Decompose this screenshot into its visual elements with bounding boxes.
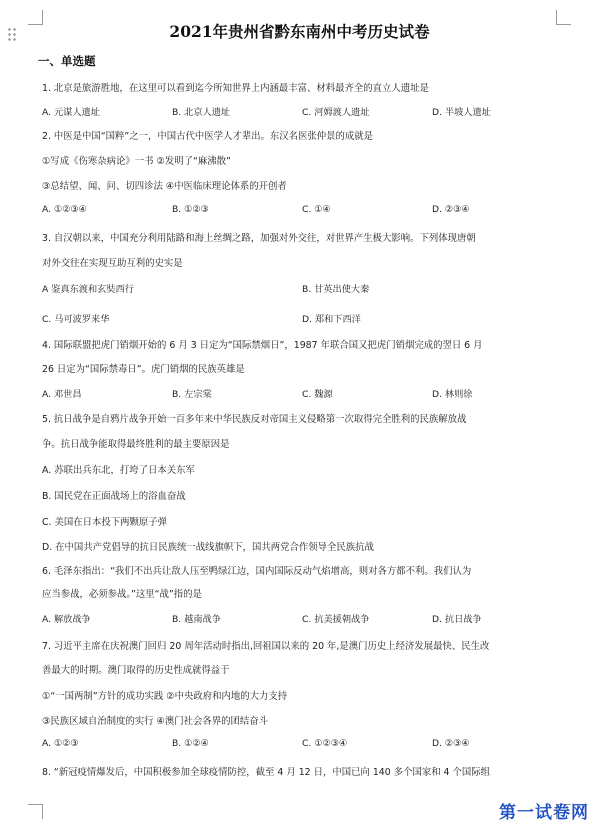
question-7-stem: 7. 习近平主席在庆祝澳门回归 20 周年活动时指出,回祖国以来的 20 年,是澳门历史上经济发展最快、民生改 (42, 641, 490, 652)
question-7-line-3: ①“一国两制”方针的成功实践 ②中央政府和内地的大力支持 (42, 691, 288, 702)
question-5-stem: 5. 抗日战争是自鸦片战争开始一百多年来中华民族反对帝国主义侵略第一次取得完全胜利的民族解放战 (42, 414, 467, 425)
question-7-line-2: 善最大的时期。澳门取得的历史性成就得益于 (42, 665, 230, 676)
question-1-option-b: B. 北京人遗址 (172, 107, 231, 118)
question-3-stem: 3. 自汉朝以来，中国充分利用陆路和海上丝绸之路，加强对外交往，对世界产生极大影响。下列体现唐朝 (42, 233, 476, 244)
question-6-option-d: D. 抗日战争 (432, 614, 482, 625)
question-7-line-4: ③民族区域自治制度的实行 ④澳门社会各界的团结奋斗 (42, 716, 269, 727)
page-title: 2021年贵州省黔东南州中考历史试卷 (169, 22, 430, 41)
question-1-option-d: D. 半坡人遗址 (432, 107, 491, 118)
question-5-option-a: A. 苏联出兵东北，打垮了日本关东军 (42, 465, 195, 476)
question-1-option-c: C. 河姆渡人遗址 (302, 107, 370, 118)
question-3-option-a: A 鉴真东渡和玄奘西行 (42, 284, 134, 295)
question-2-line-3: ③总结望、闻、问、切四诊法 ④中医临床理论体系的开创者 (42, 181, 287, 192)
question-2-option-b: B. ①②③ (172, 204, 209, 215)
question-3-option-c: C. 马可波罗来华 (42, 314, 110, 325)
question-4-option-b: B. 左宗棠 (172, 389, 212, 400)
question-3-line-2: 对外交往在实现互助互利的史实是 (42, 258, 183, 269)
question-7-option-a: A. ①②③ (42, 738, 79, 749)
question-1-stem: 1. 北京是旅游胜地，在这里可以看到迄今所知世界上内涵最丰富、材料最齐全的直立人遗址是 (42, 83, 429, 94)
section-heading: 一、单选题 (38, 54, 96, 68)
question-4-option-a: A. 邓世昌 (42, 389, 82, 400)
question-7-option-b: B. ①②④ (172, 738, 209, 749)
question-2-option-a: A. ①②③④ (42, 204, 87, 215)
crop-mark-bottom-left (28, 804, 43, 819)
question-4-option-d: D. 林则徐 (432, 389, 473, 400)
question-2-option-d: D. ②③④ (432, 204, 470, 215)
question-7-option-c: C. ①②③④ (302, 738, 348, 749)
question-6-option-c: C. 抗美援朝战争 (302, 614, 370, 625)
question-5-option-b: B. 国民党在正面战场上的浴血奋战 (42, 491, 186, 502)
question-8-stem: 8. “新冠疫情爆发后，中国积极参加全球疫情防控，截至 4 月 12 日，中国已向 140 多个国家和 4 个国际组 (42, 767, 491, 778)
question-5-option-d: D. 在中国共产党倡导的抗日民族统一战线旗帜下，国共两党合作领导全民族抗战 (42, 542, 374, 553)
question-2-line-2: ①写成《伤寒杂病论》一书 ②发明了“麻沸散” (42, 156, 231, 167)
question-6-option-b: B. 越南战争 (172, 614, 221, 625)
question-3-option-b: B. 甘英出使大秦 (302, 284, 370, 295)
question-4-line-2: 26 日定为“国际禁毒日”。虎门销烟的民族英雄是 (42, 364, 245, 375)
question-4-stem: 4. 国际联盟把虎门销烟开始的 6 月 3 日定为“国际禁烟日”，1987 年联合国又把虎门销烟完成的翌日 6 月 (42, 340, 483, 351)
question-5-option-c: C. 美国在日本投下两颗原子弹 (42, 517, 168, 528)
question-6-stem: 6. 毛泽东指出：“我们不出兵让敌人压至鸭绿江边，国内国际反动气焰增高，则对各方都不利。我们认为 (42, 566, 472, 577)
question-7-option-d: D. ②③④ (432, 738, 470, 749)
question-5-line-2: 争。抗日战争能取得最终胜利的最主要原因是 (42, 439, 230, 450)
question-6-option-a: A. 解放战争 (42, 614, 91, 625)
question-4-option-c: C. 魏源 (302, 389, 333, 400)
question-2-stem: 2. 中医是中国“国粹”之一，中国古代中医学人才辈出。东汉名医张仲景的成就是 (42, 131, 374, 142)
question-2-option-c: C. ①④ (302, 204, 331, 215)
watermark-logo: 第一试卷网 (499, 803, 589, 823)
question-3-option-d: D. 郑和下西洋 (302, 314, 361, 325)
question-6-line-2: 应当参战，必须参战。”这里“战”指的是 (42, 589, 202, 600)
question-1-option-a: A. 元谋人遗址 (42, 107, 100, 118)
